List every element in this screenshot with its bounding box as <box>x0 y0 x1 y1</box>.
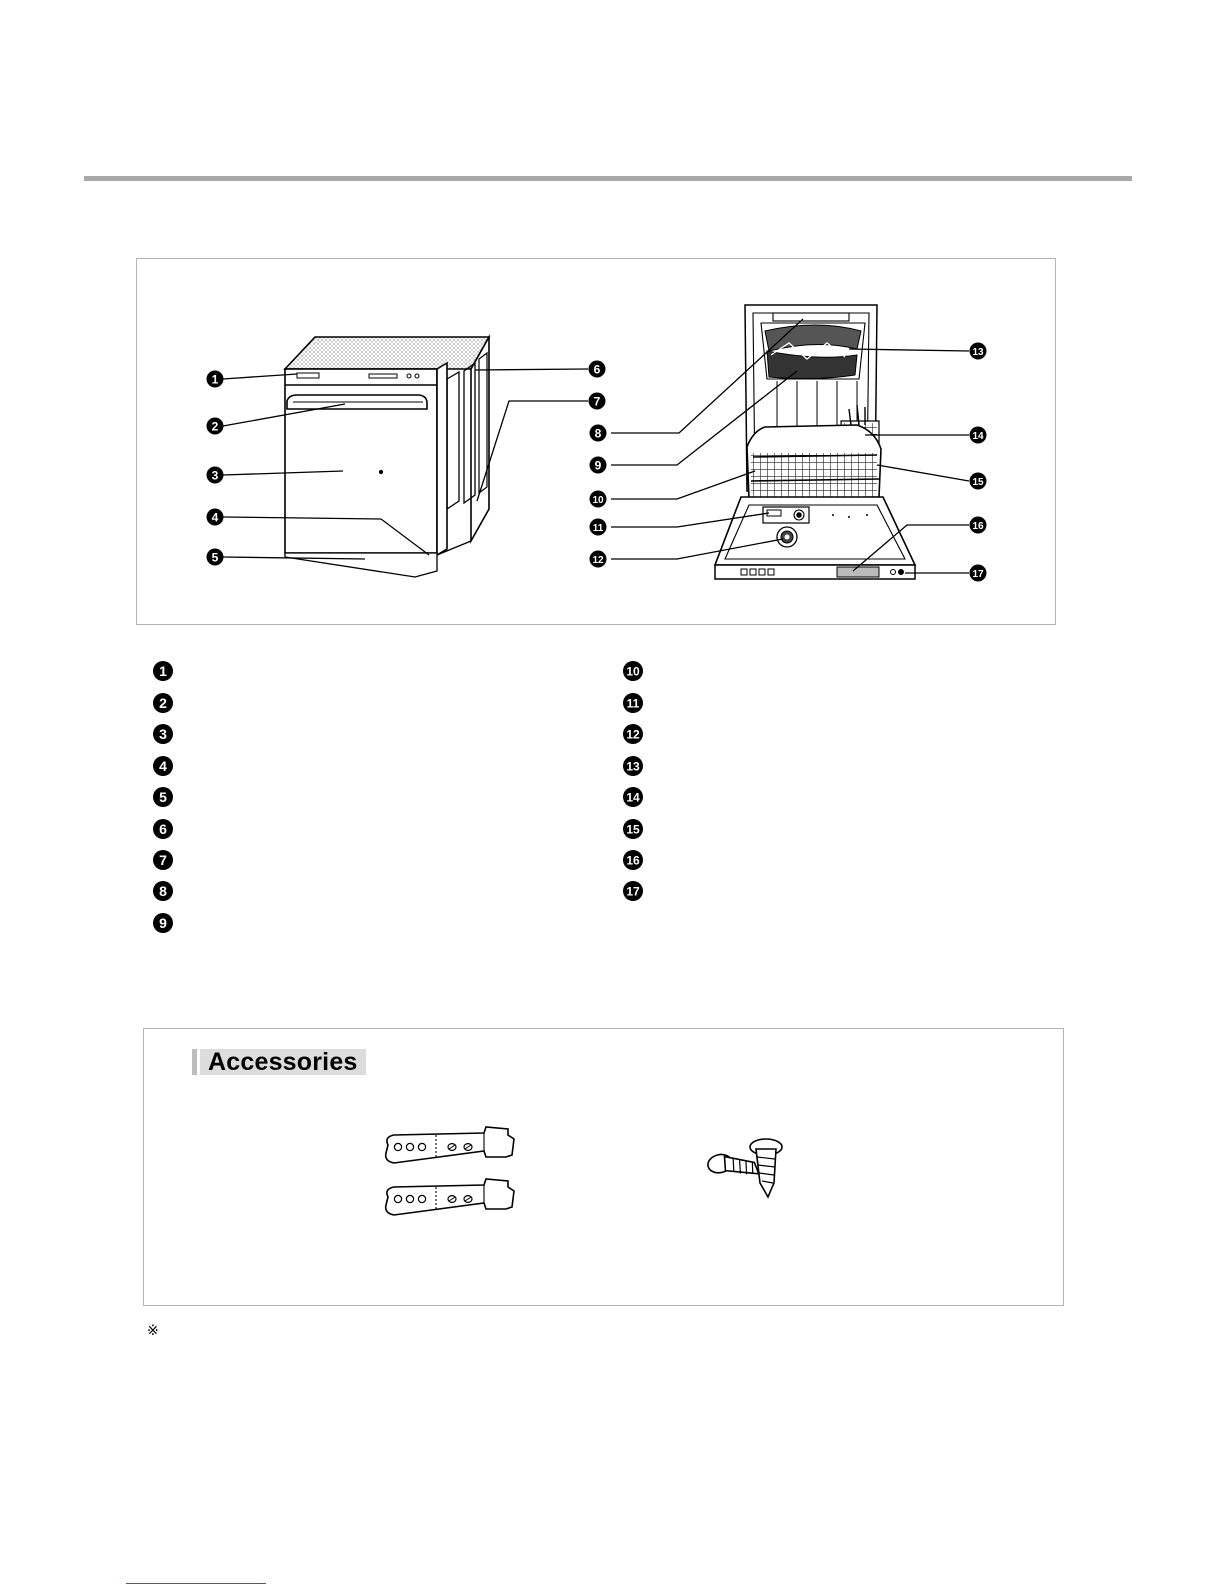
callout-4 <box>207 509 224 526</box>
dishwasher-illustration <box>137 259 1057 626</box>
svg-text:5: 5 <box>211 550 219 565</box>
callout-15 <box>970 473 987 490</box>
svg-text:16: 16 <box>972 521 984 532</box>
svg-text:14: 14 <box>626 790 640 805</box>
callout-17 <box>970 565 987 582</box>
footer-rule <box>126 1583 266 1584</box>
callout-9 <box>590 457 607 474</box>
svg-text:17: 17 <box>972 569 984 580</box>
mounting-bracket-icon <box>380 1125 530 1225</box>
svg-text:15: 15 <box>972 477 984 488</box>
svg-text:2: 2 <box>159 695 167 711</box>
legend-item-7 <box>152 849 176 873</box>
callout-14 <box>970 427 987 444</box>
callout-3 <box>207 467 224 484</box>
svg-text:2: 2 <box>211 419 219 434</box>
open-dishwasher <box>715 305 915 579</box>
accessories-title: Accessories <box>208 1048 358 1076</box>
legend-item-4 <box>152 755 176 779</box>
accessories-box <box>143 1028 1064 1306</box>
callout-10 <box>590 491 607 508</box>
callout-8 <box>590 425 607 442</box>
svg-text:15: 15 <box>626 822 640 837</box>
svg-text:6: 6 <box>159 821 167 837</box>
legend-item-14 <box>622 786 646 810</box>
svg-text:11: 11 <box>626 696 640 711</box>
callout-2 <box>207 418 224 435</box>
legend-item-3 <box>152 723 176 747</box>
svg-text:5: 5 <box>159 789 167 805</box>
svg-text:10: 10 <box>592 495 604 506</box>
screw-icon <box>696 1135 796 1215</box>
svg-text:3: 3 <box>159 726 167 742</box>
svg-text:16: 16 <box>626 853 640 868</box>
parts-figure <box>136 258 1056 625</box>
legend-item-1 <box>152 660 176 684</box>
svg-text:4: 4 <box>159 758 167 774</box>
svg-text:13: 13 <box>626 759 640 774</box>
legend-item-2 <box>152 692 176 716</box>
closed-dishwasher <box>285 337 489 577</box>
svg-text:13: 13 <box>972 347 984 358</box>
svg-text:12: 12 <box>626 727 640 742</box>
svg-text:※: ※ <box>147 1323 159 1338</box>
accessories-title-tab <box>192 1049 366 1075</box>
svg-text:17: 17 <box>626 884 640 899</box>
svg-text:10: 10 <box>626 664 640 679</box>
legend-item-17 <box>622 880 646 904</box>
legend-item-15 <box>622 818 646 842</box>
header-rule <box>84 176 1132 181</box>
legend-item-12 <box>622 723 646 747</box>
svg-text:6: 6 <box>593 362 601 377</box>
callout-12 <box>590 551 607 568</box>
legend-item-8 <box>152 880 176 904</box>
svg-text:9: 9 <box>594 458 602 473</box>
legend-item-9 <box>152 912 176 936</box>
legend-item-16 <box>622 849 646 873</box>
callout-6 <box>589 361 606 378</box>
svg-text:9: 9 <box>159 915 167 931</box>
svg-text:8: 8 <box>594 426 602 441</box>
svg-text:4: 4 <box>211 510 219 525</box>
legend-item-6 <box>152 818 176 842</box>
svg-text:8: 8 <box>159 883 167 899</box>
callout-7 <box>589 393 606 410</box>
svg-text:3: 3 <box>211 468 219 483</box>
svg-text:14: 14 <box>972 431 984 442</box>
callout-1 <box>207 371 224 388</box>
svg-text:11: 11 <box>592 523 604 534</box>
callout-11 <box>590 519 607 536</box>
svg-text:12: 12 <box>592 555 604 566</box>
note-symbol-icon <box>147 1322 163 1338</box>
svg-text:1: 1 <box>211 372 219 387</box>
legend-item-10 <box>622 660 646 684</box>
legend-item-11 <box>622 692 646 716</box>
callout-16 <box>970 517 987 534</box>
legend-item-5 <box>152 786 176 810</box>
svg-text:7: 7 <box>593 394 601 409</box>
callout-5 <box>207 549 224 566</box>
callout-13 <box>970 343 987 360</box>
legend-item-13 <box>622 755 646 779</box>
svg-text:7: 7 <box>159 852 167 868</box>
svg-text:1: 1 <box>159 663 167 679</box>
